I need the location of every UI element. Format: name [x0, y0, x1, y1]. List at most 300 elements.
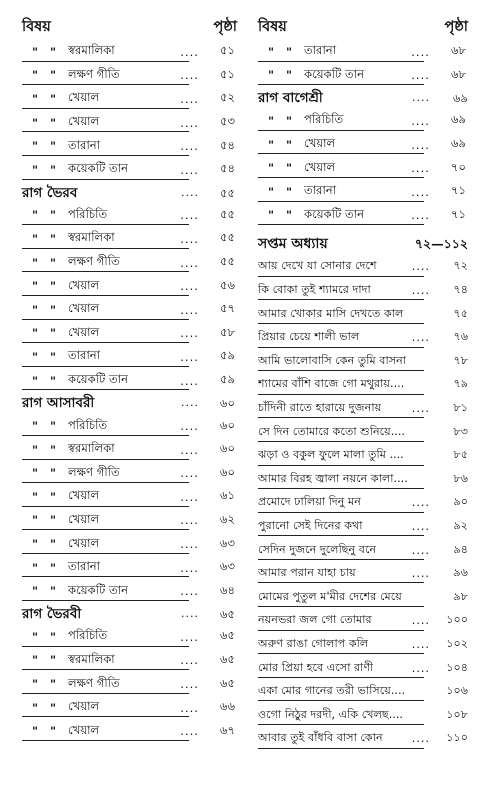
song-title: আমার পরান যাহা চায়: [258, 566, 356, 580]
ditto-mark: ": [286, 208, 293, 223]
leader-dots: ....: [180, 584, 199, 599]
ditto-mark: ": [32, 653, 39, 668]
entry-label: তারানা: [68, 348, 101, 363]
right-top-rows: [258, 40, 468, 87]
page-number: ৭৬: [453, 330, 468, 344]
song-row: [258, 468, 468, 492]
toc-row: [22, 369, 237, 393]
leader-dots: ....: [411, 208, 430, 223]
ditto-mark: ": [50, 231, 57, 246]
ditto-mark: ": [268, 137, 275, 152]
row-underline: [258, 201, 424, 202]
song-title: পুরানো সেই দিনের কথা: [258, 518, 363, 532]
song-row: [258, 515, 468, 539]
page-number: ৭৮: [453, 353, 468, 367]
toc-row: [22, 134, 237, 158]
leader-dots: ....: [180, 373, 199, 388]
page-number: ৯২: [453, 518, 468, 532]
row-underline: [22, 224, 189, 225]
ditto-mark: ": [32, 208, 39, 223]
topic-heading: বিষয়: [22, 19, 51, 35]
leader-dots: ....: [411, 161, 430, 176]
page-number: ৫৯: [219, 372, 235, 387]
entry-label: খেয়াল: [304, 136, 336, 151]
song-row: [258, 350, 468, 374]
leader-dots: ....: [411, 402, 430, 416]
leader-dots: ....: [180, 489, 199, 504]
page-number: ৬৩: [219, 559, 235, 574]
page-number: ৭১: [450, 183, 466, 198]
toc-row: [22, 204, 237, 228]
page-number: ৯০: [453, 495, 468, 509]
page-number: ৯৪: [453, 542, 468, 556]
song-row: [258, 491, 468, 515]
row-underline: [258, 370, 424, 371]
entry-label: স্বরমালিকা: [68, 651, 115, 666]
left-header: [22, 18, 237, 40]
ditto-mark: ": [50, 208, 57, 223]
row-underline: [258, 417, 424, 418]
ditto-mark: ": [32, 326, 39, 341]
leader-dots: ....: [411, 113, 430, 128]
ditto-mark: ": [32, 489, 39, 504]
toc-row: [22, 64, 237, 88]
leader-dots: ....: [180, 302, 199, 317]
leader-dots: ....: [180, 255, 199, 270]
row-underline: [258, 630, 424, 631]
toc-row: [22, 322, 237, 346]
leader-dots: ....: [180, 653, 199, 668]
row-underline: [258, 724, 424, 725]
page-number: ৬৬: [219, 699, 235, 714]
right-column: [258, 18, 468, 751]
toc-row: [22, 672, 237, 696]
toc-row: [22, 274, 237, 298]
entry-label: পরিচিতি: [68, 206, 108, 221]
ditto-mark: ": [50, 326, 57, 341]
leader-dots: ....: [180, 537, 199, 552]
leader-dots: ....: [180, 91, 199, 106]
page-number: ৫৫: [219, 185, 235, 200]
page-heading: পৃষ্ঠা: [213, 19, 237, 35]
song-row: [258, 562, 468, 586]
toc-row: [22, 649, 237, 673]
row-underline: [22, 646, 189, 647]
row-underline: [258, 61, 424, 62]
entry-label: লক্ষণ গীতি: [68, 66, 120, 81]
row-underline: [22, 179, 189, 180]
ditto-mark: ": [50, 677, 57, 692]
ditto-mark: ": [50, 302, 57, 317]
ditto-mark: ": [50, 653, 57, 668]
page-number: ৬৮: [450, 66, 466, 81]
row-underline: [22, 740, 189, 741]
page-number: ৯৬: [453, 566, 468, 580]
row-underline: [22, 600, 189, 601]
ditto-mark: ": [32, 373, 39, 388]
song-row: [258, 633, 468, 657]
song-title: প্রিয়ার চেয়ে শালী ভাল: [258, 330, 360, 344]
song-title: নয়নভরা জল গো তোমার: [258, 613, 372, 627]
leader-dots: ....: [180, 724, 199, 739]
row-underline: [22, 482, 189, 483]
leader-dots: ....: [180, 513, 199, 528]
entry-label: খেয়াল: [68, 511, 100, 526]
ditto-mark: ": [32, 629, 39, 644]
page-number: ৮১: [453, 401, 468, 415]
song-row: [258, 656, 468, 680]
left-groups: [22, 40, 237, 743]
ditto-mark: ": [268, 161, 275, 176]
page-number: ৭৯: [453, 377, 468, 391]
ditto-mark: ": [50, 373, 57, 388]
toc-row: [22, 556, 237, 580]
page-number: ৬৩: [219, 535, 235, 550]
row-underline: [258, 130, 424, 131]
ditto-mark: ": [268, 113, 275, 128]
ditto-mark: ": [32, 584, 39, 599]
ditto-mark: ": [32, 91, 39, 106]
entry-label: পরিচিতি: [68, 628, 108, 643]
song-row: [258, 255, 468, 279]
entry-label: কয়েকটি তান: [304, 206, 365, 221]
leader-dots: ....: [411, 543, 430, 557]
ditto-mark: ": [32, 231, 39, 246]
page-number: ৬০: [219, 417, 235, 432]
ditto-mark: ": [32, 466, 39, 481]
row-underline: [22, 459, 189, 460]
page-number: ৬৫: [219, 651, 235, 666]
page-number: ৫৫: [219, 254, 235, 269]
leader-dots: ....: [180, 162, 199, 177]
toc-row: [22, 719, 237, 743]
song-title: সেদিন দুজনে দুলেছিনু বনে: [258, 542, 377, 556]
page-number: ৫১: [219, 66, 235, 81]
ditto-mark: ": [50, 560, 57, 575]
ditto-mark: ": [50, 442, 57, 457]
ditto-mark: ": [50, 349, 57, 364]
leader-dots: ....: [180, 231, 199, 246]
toc-row: [22, 87, 237, 111]
song-row: [258, 279, 468, 303]
entry-label: খেয়াল: [68, 722, 100, 737]
entry-label: তারানা: [304, 43, 337, 58]
ditto-mark: ": [286, 137, 293, 152]
leader-dots: ....: [180, 349, 199, 364]
ditto-mark: ": [32, 419, 39, 434]
ditto-mark: ": [32, 255, 39, 270]
leader-dots: ....: [180, 560, 199, 575]
song-title: সে দিন তোমারে কতো শুনিয়ে....: [258, 424, 405, 438]
page-number: ৫৮: [219, 324, 235, 339]
toc-row: [22, 509, 237, 533]
ditto-mark: ": [32, 302, 39, 317]
ditto-mark: ": [32, 513, 39, 528]
entry-label: কয়েকটি তান: [68, 161, 129, 176]
row-underline: [258, 153, 424, 154]
row-underline: [22, 553, 189, 554]
section-title: [22, 392, 237, 414]
toc-row: [258, 40, 468, 64]
ditto-mark: ": [268, 68, 275, 83]
row-underline: [22, 506, 189, 507]
song-row: [258, 680, 468, 704]
row-underline: [22, 366, 189, 367]
page-number: ১০৬: [446, 684, 468, 698]
song-title: চাঁদিনী রাতে হারায়ে দুজনায়: [258, 401, 382, 415]
leader-dots: ....: [180, 629, 199, 644]
ditto-mark: ": [286, 113, 293, 128]
ditto-mark: ": [50, 255, 57, 270]
section-label: রাগ ভৈরবী: [22, 606, 82, 623]
leader-dots: ....: [411, 137, 430, 152]
chapter-title: সপ্তম অধ্যায়: [258, 236, 328, 253]
page-number: ৭১: [450, 206, 466, 221]
ditto-mark: ": [50, 139, 57, 154]
toc-row: [22, 625, 237, 649]
left-column: [22, 18, 237, 743]
toc-row: [258, 133, 468, 157]
page-number: ৯৮: [453, 589, 468, 603]
ditto-mark: ": [50, 44, 57, 59]
page-number: ১১০: [446, 731, 468, 745]
page-number: ১০৪: [446, 660, 468, 674]
entry-label: খেয়াল: [304, 159, 336, 174]
song-row: [258, 703, 468, 727]
row-underline: [258, 535, 424, 536]
row-underline: [22, 389, 189, 390]
song-row: [258, 373, 468, 397]
row-underline: [258, 653, 424, 654]
page-number: ৫৫: [219, 230, 235, 245]
ditto-mark: ": [286, 184, 293, 199]
song-title: অরুণ রাঙা গোলাপ কলি: [258, 636, 369, 650]
leader-dots: ....: [180, 115, 199, 130]
row-underline: [258, 488, 424, 489]
leader-dots: ....: [181, 396, 199, 410]
toc-row: [22, 251, 237, 275]
leader-dots: ....: [180, 44, 199, 59]
entry-label: তারানা: [68, 137, 101, 152]
row-underline: [258, 177, 424, 178]
toc-row: [258, 204, 468, 228]
page-number: ৭৫: [453, 306, 468, 320]
section-title: [22, 182, 237, 204]
song-row: [258, 585, 468, 609]
ditto-mark: ": [50, 513, 57, 528]
page-number: ৫৩: [219, 114, 235, 129]
row-underline: [22, 319, 189, 320]
row-underline: [22, 84, 189, 85]
song-title: একা মোর গানের তরী ভাসিয়ে....: [258, 684, 406, 698]
row-underline: [258, 465, 424, 466]
leader-dots: ....: [180, 139, 199, 154]
bageshri-rows: [258, 109, 468, 227]
page-number: ৬০: [219, 464, 235, 479]
page-number: ৫২: [219, 90, 235, 105]
ditto-mark: ": [32, 700, 39, 715]
leader-dots: ....: [411, 496, 430, 510]
leader-dots: ....: [411, 331, 430, 345]
song-row: [258, 727, 468, 751]
row-underline: [22, 248, 189, 249]
row-underline: [22, 155, 189, 156]
ditto-mark: ": [268, 44, 275, 59]
ditto-mark: ": [286, 44, 293, 59]
row-underline: [258, 299, 424, 300]
page-number: ৬১: [219, 488, 235, 503]
entry-label: খেয়াল: [68, 114, 100, 129]
section-title-bageshri: রাগ বাগেশ্রী .... ৬৯: [258, 90, 468, 107]
toc-row: [22, 111, 237, 135]
row-underline: [258, 700, 424, 701]
song-row: [258, 444, 468, 468]
right-header: [258, 18, 468, 40]
row-underline: [22, 693, 189, 694]
chapter-heading: [258, 233, 468, 255]
leader-dots: ....: [180, 700, 199, 715]
row-underline: [258, 224, 424, 225]
row-underline: [258, 677, 424, 678]
leader-dots: ....: [411, 68, 430, 83]
row-underline: [258, 276, 424, 277]
leader-dots: ....: [411, 44, 430, 59]
row-underline: [258, 394, 424, 395]
row-underline: [22, 342, 189, 343]
page-number: ১০০: [446, 613, 468, 627]
leader-dots: ....: [411, 567, 430, 581]
row-underline: [258, 606, 424, 607]
page-number: ১০৮: [446, 707, 468, 721]
row-underline: [22, 108, 189, 109]
row-underline: [22, 669, 189, 670]
ditto-mark: ": [32, 560, 39, 575]
page-number: ৫১: [219, 43, 235, 58]
leader-dots: ....: [411, 637, 430, 651]
ditto-mark: ": [268, 184, 275, 199]
ditto-mark: ": [32, 349, 39, 364]
song-title: আমার খোকার মাসি দেখতে কাল: [258, 306, 404, 320]
ditto-mark: ": [32, 279, 39, 294]
song-row: [258, 420, 468, 444]
song-title: শ্যামের বাঁশি বাজে গো মথুরায়....: [258, 377, 405, 391]
row-underline: [22, 61, 189, 62]
entry-label: খেয়াল: [68, 488, 100, 503]
toc-row: [22, 40, 237, 64]
entry-label: স্বরমালিকা: [68, 230, 115, 245]
leader-dots: ....: [181, 607, 199, 621]
song-row: [258, 538, 468, 562]
row-underline: [258, 559, 424, 560]
section-title: [22, 603, 237, 625]
row-underline: [22, 435, 189, 436]
song-title: ঝড়া ও বকুল ফুলে মালা তুমি ....: [258, 448, 404, 462]
ditto-mark: ": [32, 442, 39, 457]
toc-row: [22, 438, 237, 462]
entry-label: খেয়াল: [68, 277, 100, 292]
page-number: ৬৪: [219, 582, 235, 597]
ditto-mark: ": [50, 68, 57, 83]
leader-dots: ....: [411, 184, 430, 199]
ditto-mark: ": [32, 68, 39, 83]
leader-dots: ....: [180, 279, 199, 294]
song-title: আয় দেখে যা সোনার দেশে: [258, 259, 377, 273]
toc-row: [258, 180, 468, 204]
page-number: ৮৩: [453, 424, 468, 438]
page-number: ৭০: [450, 159, 466, 174]
page-number: ৭৪: [453, 283, 468, 297]
leader-dots: ....: [411, 661, 430, 675]
ditto-mark: ": [50, 584, 57, 599]
page-number: ৬২: [219, 511, 235, 526]
toc-row: [258, 64, 468, 88]
song-row: [258, 397, 468, 421]
page-number: ৮৬: [453, 471, 468, 485]
toc-row: [22, 696, 237, 720]
page-number: ৫৪: [219, 137, 235, 152]
song-title: আমার বিরহ জ্বালা নয়নে কালা....: [258, 471, 408, 485]
song-title: আমি ভালোবাসি কেন তুমি বাসনা: [258, 353, 407, 367]
ditto-mark: ": [50, 419, 57, 434]
song-title: ওগো নিঠুর দরদী, একি খেলছ....: [258, 707, 403, 721]
ditto-mark: ": [50, 279, 57, 294]
song-title: মোমের পুতুল ম'মীর দেশের মেয়ে: [258, 589, 402, 603]
song-title: প্রমোদে ঢালিয়া দিনু মন: [258, 495, 361, 509]
entry-label: খেয়াল: [68, 535, 100, 550]
entry-label: খেয়াল: [68, 90, 100, 105]
song-row: [258, 302, 468, 326]
toc-row: [22, 462, 237, 486]
leader-dots: ....: [411, 284, 430, 298]
entry-label: লক্ষণ গীতি: [68, 464, 120, 479]
ditto-mark: ": [268, 208, 275, 223]
song-title: কি বোকা তুই শ্যামরে দাদা: [258, 283, 371, 297]
toc-row: [22, 298, 237, 322]
entry-label: কয়েকটি তান: [68, 582, 129, 597]
page-number: ৫৫: [219, 206, 235, 221]
ditto-mark: ": [50, 537, 57, 552]
toc-row: [22, 414, 237, 438]
ditto-mark: ": [32, 115, 39, 130]
ditto-mark: ": [286, 161, 293, 176]
ditto-mark: ": [50, 91, 57, 106]
toc-row: [22, 158, 237, 182]
page-number: ৬৯: [450, 136, 466, 151]
leader-dots: ....: [180, 208, 199, 223]
leader-dots: ....: [411, 732, 430, 746]
ditto-mark: ": [32, 44, 39, 59]
page-number: ৬৮: [450, 43, 466, 58]
ditto-mark: ": [32, 537, 39, 552]
row-underline: [22, 271, 189, 272]
ditto-mark: ": [50, 466, 57, 481]
ditto-mark: ": [32, 162, 39, 177]
page-number: ৮৫: [453, 448, 468, 462]
section-label: রাগ ভৈরব: [22, 184, 78, 201]
leader-dots: ....: [411, 614, 430, 628]
page-number: ৬৫: [219, 607, 235, 622]
page-number: ৬০: [219, 441, 235, 456]
leader-dots: ....: [180, 466, 199, 481]
row-underline: [22, 716, 189, 717]
entry-label: খেয়াল: [68, 324, 100, 339]
row-underline: [22, 529, 189, 530]
ditto-mark: ": [32, 677, 39, 692]
leader-dots: ....: [180, 677, 199, 692]
ditto-mark: ": [50, 115, 57, 130]
row-underline: [258, 512, 424, 513]
leader-dots: ....: [180, 326, 199, 341]
